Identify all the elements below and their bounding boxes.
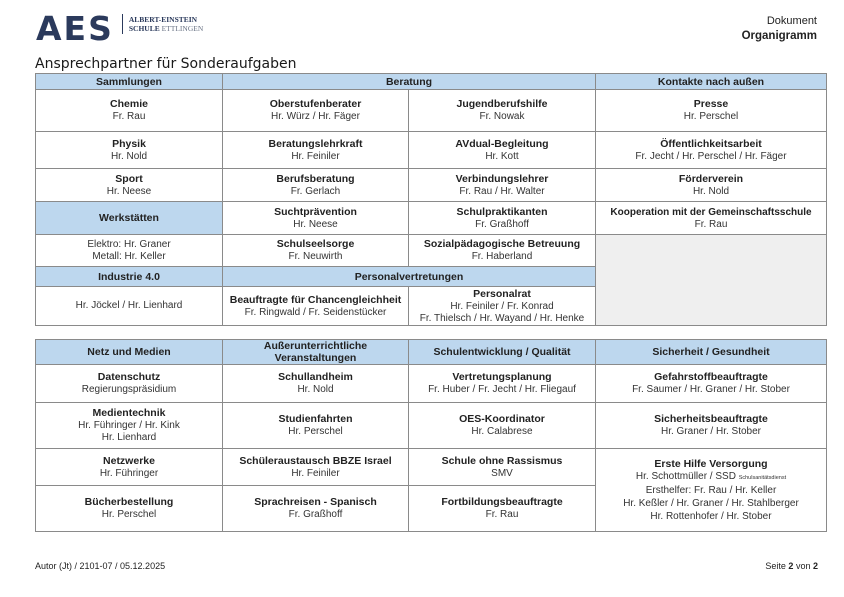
role-title: Verbindungslehrer [455,172,549,185]
empty-cell [596,235,827,326]
cell-jugendberufshilfe [409,90,596,132]
contact-names: Hr. Feiniler [291,467,340,479]
role-title: Oberstufenberater [269,98,362,110]
role-title: Gefahrstoffbeauftragte [654,371,768,383]
role-title: Medientechnik [92,407,166,419]
contact-names: Hr. Perschel [683,111,739,122]
header-sicherheit: Sicherheit / Gesundheit [596,340,827,365]
contact-names: Fr. Rau [112,111,146,122]
role-title: Schüleraustausch BBZE Israel [239,454,392,467]
cell-sozialpaedagogik [409,235,596,267]
role-title: Sport [115,172,143,185]
role-title: Suchtprävention [274,205,357,218]
cell-sport [36,169,223,202]
role-title: OES-Koordinator [459,413,545,425]
contact-names: Fr. Graßhoff [475,218,529,230]
role-title: Bücherbestellung [84,496,174,508]
role-title: Chemie [110,98,148,110]
role-title: Schullandheim [278,371,353,383]
cell-studienfahrten [223,403,409,449]
header-ausser: Außerunterrichtliche Veranstaltungen [223,340,409,365]
contact-names: Fr. Jecht / Hr. Perschel / Hr. Fäger [635,150,787,162]
cell-fortbildung [409,486,596,532]
role-title: Sozialpädagogische Betreuung [423,238,581,250]
cell-erste-hilfe [596,449,827,532]
cell-chemie [36,90,223,132]
cell-verbindungslehrer [409,169,596,202]
logo-city: ETTLINGEN [161,24,204,33]
cell-beratungslehrkraft [223,132,409,169]
cell-oes [409,403,596,449]
contact-names: Hr. Würz / Hr. Fäger [271,111,360,122]
cell-rassismus [409,449,596,486]
contact-names: Fr. Ringwald / Fr. Seidenstücker [244,306,387,318]
role-title: Beratungslehrkraft [268,137,363,150]
cell-oberstufenberater [223,90,409,132]
contact-names: von [795,561,811,571]
role-title: Kooperation mit der Gemeinschaftsschule [610,206,812,218]
contact-names: Ersthelfer: Fr. Rau / Hr. Keller [645,484,777,496]
role-title: Personalrat [473,287,531,300]
contact-names: Hr. Kott [485,150,519,162]
contact-names: Fr. Thielsch / Hr. Wayand / Hr. Henke [419,312,585,324]
cell-gefahrstoff [596,365,827,403]
contact-names: Hr. Perschel [288,426,343,437]
logo-divider [122,14,123,34]
header-werkstaetten: Werkstätten [36,202,223,235]
contact-names: Hr. Nold [110,150,148,162]
bottom-table [35,339,827,532]
cell-physik [36,132,223,169]
contact-names: Fr. Graßhoff [288,509,343,520]
header-kontakte: Kontakte nach außen [596,74,827,90]
logo-line-2 [129,24,203,33]
role-title: Sicherheitsbeauftragte [654,413,768,425]
role-title: Presse [693,98,729,110]
cell-buecherbestellung [36,486,223,532]
document-label [742,14,817,44]
cell-presse [596,90,827,132]
logo-school: SCHULE [128,24,160,33]
role-title: Datenschutz [97,371,161,383]
cell-oeffentlichkeitsarbeit [596,132,827,169]
school-logo [36,9,204,48]
header-industrie: Industrie 4.0 [36,267,223,287]
header-schulentwicklung: Schulentwicklung / Qualität [409,340,596,365]
contact-names: Fr. Saumer / Hr. Graner / Hr. Stober [632,384,790,395]
contact-names: Fr. Rau [694,218,728,230]
cell-avdual [409,132,596,169]
page-title: Ansprechpartner für Sonderaufgaben [35,56,297,72]
cell-schulpraktikanten [409,202,596,235]
contact-names: Hr. Perschel [101,509,157,520]
contact-names: Fr. Gerlach [290,185,341,197]
contact-names: Fr. Nowak [479,111,525,122]
role-title: Jugendberufshilfe [456,98,548,110]
role-title: Öffentlichkeitsarbeit [660,137,762,150]
contact-names: Fr. Neuwirth [288,251,343,262]
cell-werkstaetten [36,235,223,267]
contact-names: Hr. Nold [692,185,730,197]
cell-kooperation [596,202,827,235]
header-personalvertretungen: Personalvertretungen [223,267,596,287]
contact-names: Regierungspräsidium [81,384,177,395]
contact-names: Hr. Führinger / Hr. Kink [78,420,180,431]
cell-foerderverein [596,169,827,202]
role-title: Schulseelsorge [276,238,355,250]
cell-industrie [36,287,223,326]
top-table [35,73,827,326]
contact-names: Fr. Huber / Fr. Jecht / Hr. Fliegauf [428,384,576,395]
cell-netzwerke [36,449,223,486]
contact-names: Seite [765,561,786,571]
doc-type: Dokument [766,15,817,27]
contact-names: Hr. Calabrese [471,426,533,437]
role-title: Erste Hilfe Versorgung [654,457,768,470]
cell-sicherheitsbeauftragte [596,403,827,449]
role-title: Physik [112,137,146,150]
contact-names: Fr. Rau / Hr. Walter [459,185,545,197]
role-title: Studienfahrten [278,413,353,425]
contact-names: Hr. Führinger [99,467,159,479]
header-sammlungen: Sammlungen [36,74,223,90]
logo-text [129,15,203,33]
cell-datenschutz [36,365,223,403]
header-netz: Netz und Medien [36,340,223,365]
cell-chancengleichheit [223,287,409,326]
contact-names: Hr. Lienhard [101,432,157,443]
role-title: Sprachreisen - Spanisch [254,496,377,508]
contact-names: Hr. Feiniler / Fr. Konrad [450,300,554,312]
contact-names: Hr. Neese [106,185,152,197]
logo-mark: AES [36,9,114,48]
contact-names: Hr. Graner / Hr. Stober [660,426,762,437]
cell-sprachreisen [223,486,409,532]
cell-personalrat [409,287,596,326]
role-title: AVdual-Begleitung [455,137,549,150]
role-title: Fortbildungsbeauftragte [441,496,563,508]
role-title: Vertretungsplanung [452,371,552,383]
role-title: Schulpraktikanten [456,205,548,218]
role-title: Schule ohne Rassismus [441,454,563,467]
cell-suchtpraevention [223,202,409,235]
contact-names: Hr. Feiniler [291,150,340,162]
contact-names: Hr. Nold [297,384,334,395]
contact-names: Fr. Rau [485,509,519,520]
contact-names: Hr. Neese [293,218,338,230]
cell-schueleraustausch [223,449,409,486]
role-title: Förderverein [678,172,744,185]
footer-page-number: Seite 2 von 2 [765,561,818,571]
cell-medientechnik [36,403,223,449]
logo-line-1: ALBERT-EINSTEIN [128,15,198,24]
contact-names: SMV [491,467,513,479]
contact-names: Elektro: Hr. Graner [87,238,171,250]
contact-names: Hr. Jöckel / Hr. Lienhard [75,300,183,311]
cell-schullandheim [223,365,409,403]
contact-names: Schulsanitätsdienst [738,474,787,481]
footer-author: Autor (Jt) / 2101-07 / 05.12.2025 [35,561,166,571]
role-title: Netzwerke [103,454,155,467]
role-title: Beauftragte für Chancengleichheit [229,293,402,306]
contact-names: Hr. Schottmüller / SSD [635,470,736,482]
cell-vertretungsplanung [409,365,596,403]
role-title: Berufsberatung [276,172,355,185]
cell-schulseelsorge [223,235,409,267]
contact-names: Fr. Haberland [471,251,533,262]
cell-berufsberatung [223,169,409,202]
contact-names: Hr. Keßler / Hr. Graner / Hr. Stahlberger [623,497,799,509]
contact-names: Metall: Hr. Keller [92,250,166,262]
contact-names: Hr. Rottenhofer / Hr. Stober [650,510,772,522]
header-beratung: Beratung [223,74,596,90]
doc-name: Organigramm [741,30,817,42]
